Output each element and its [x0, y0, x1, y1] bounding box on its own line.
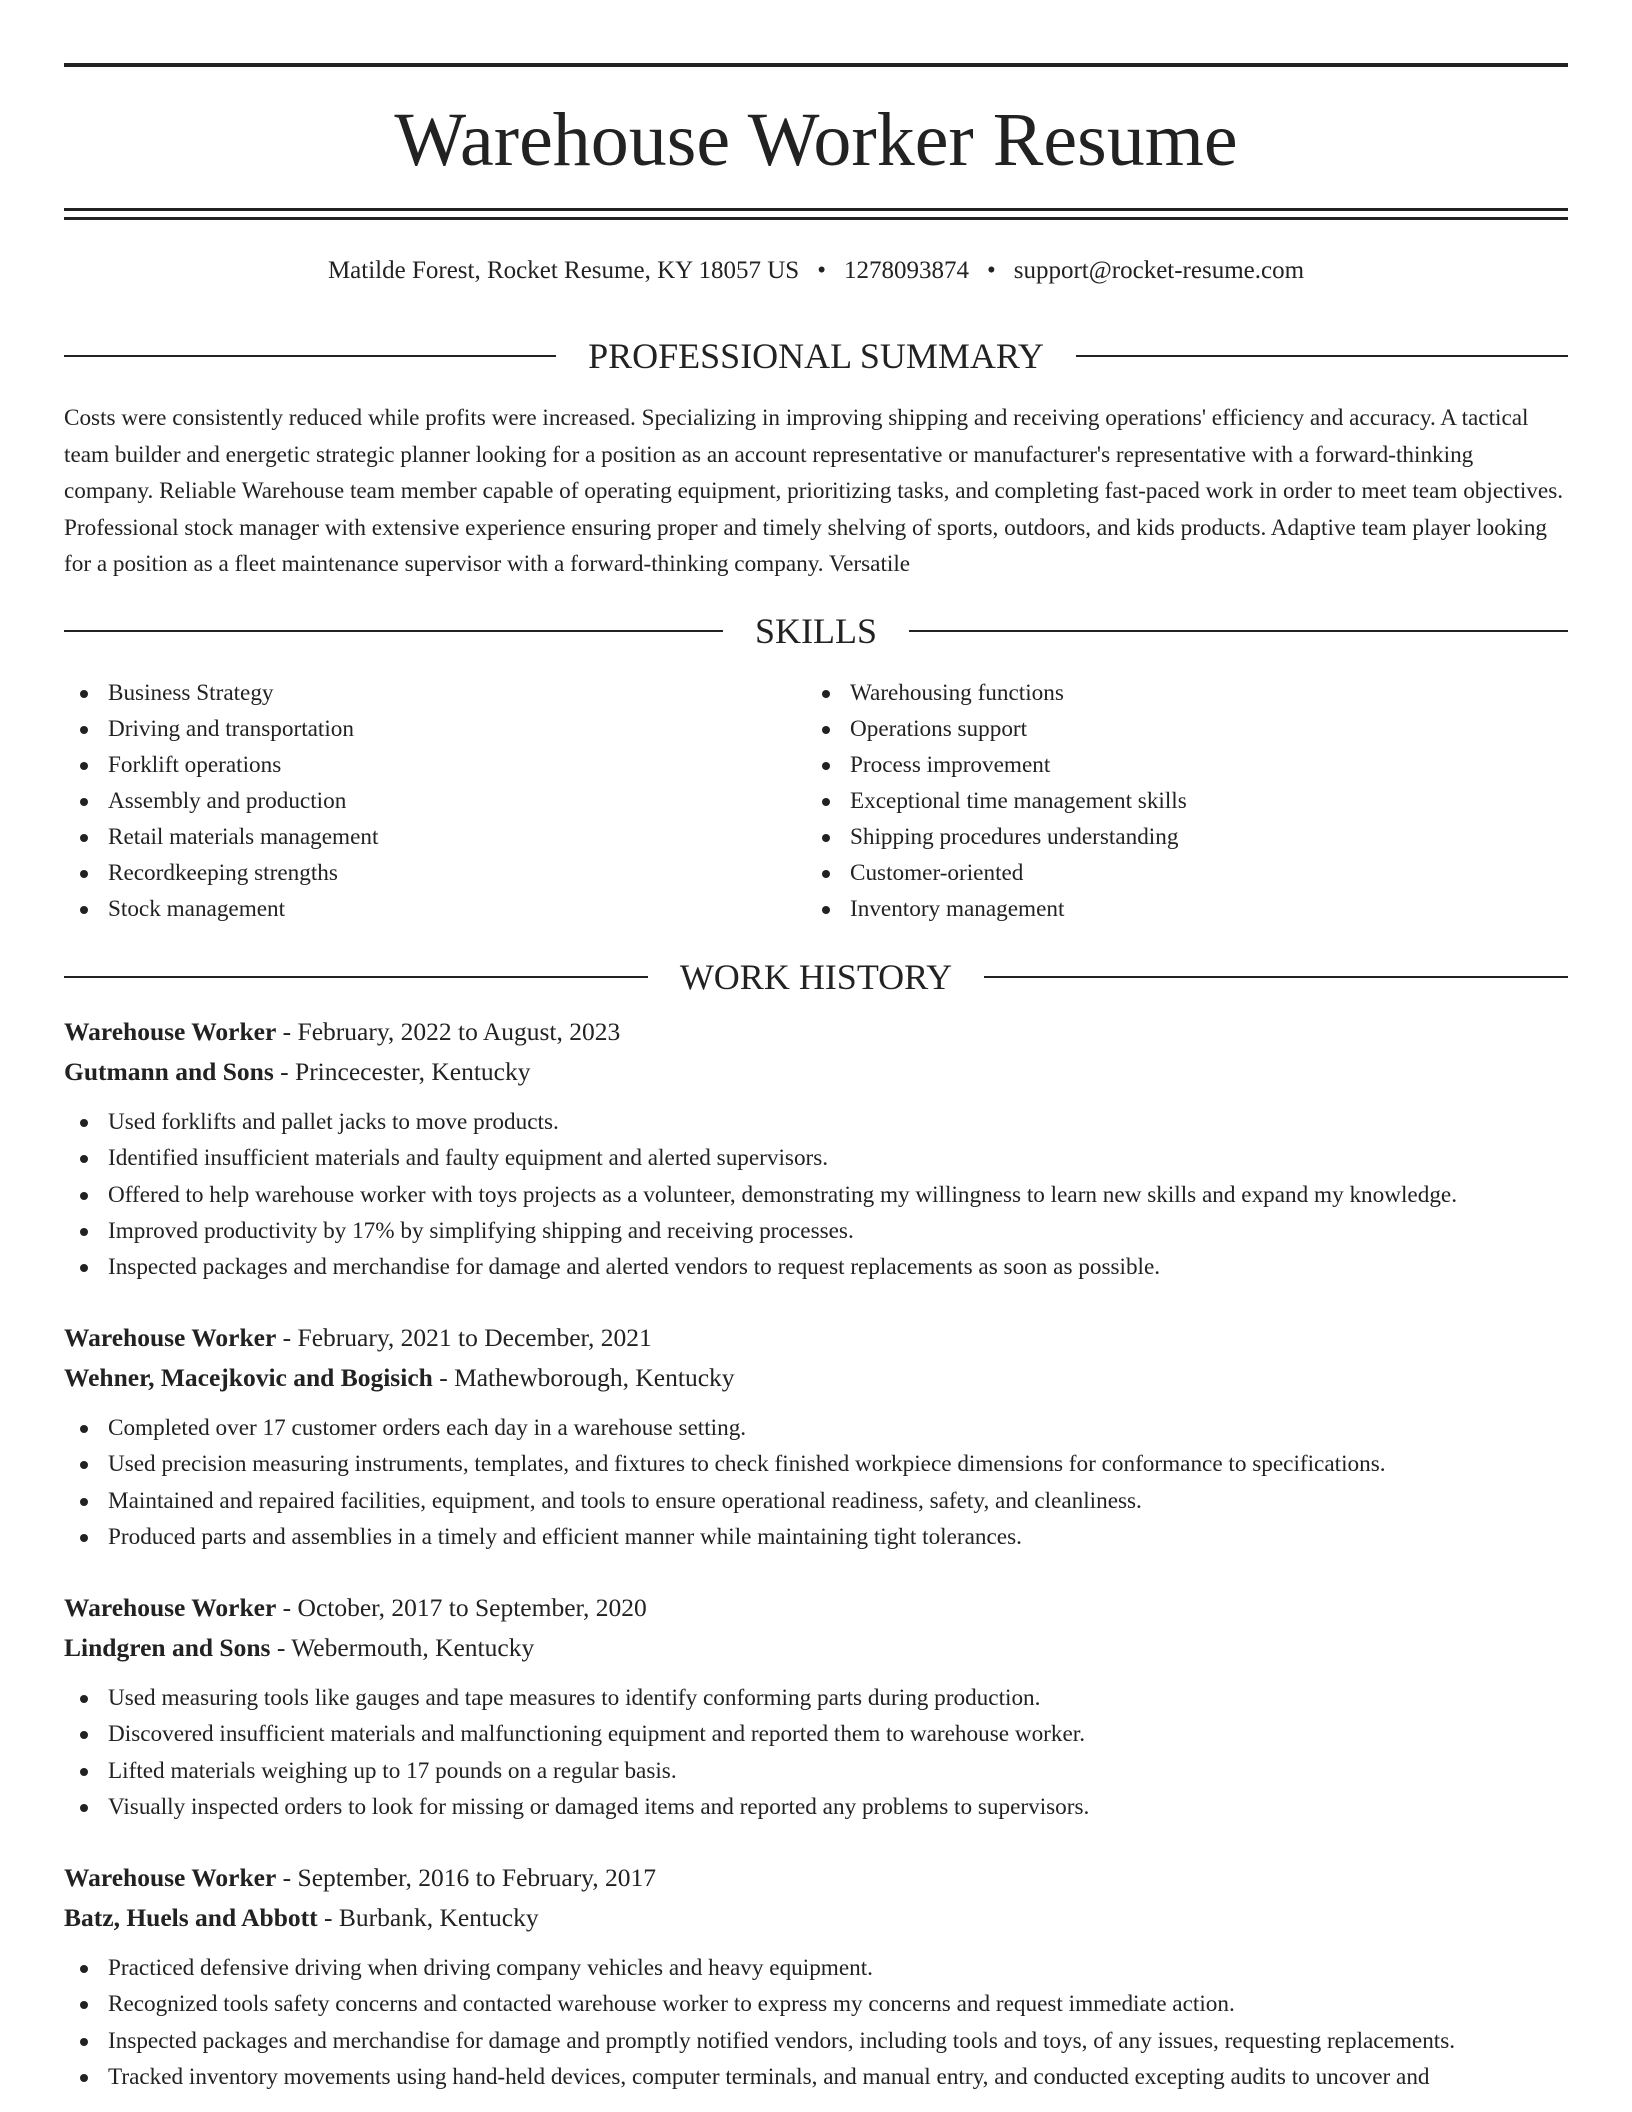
work-history-heading: [64, 955, 1568, 999]
job-entry: [64, 1858, 1568, 2095]
job-bullet-item: Tracked inventory movements using hand-held devices, computer terminals, and manual entry, and conducted excepting audits to uncover and: [64, 2059, 1568, 2095]
job-title: Warehouse Worker: [64, 1593, 277, 1622]
job-title: Warehouse Worker: [64, 1863, 277, 1892]
job-bullets: [64, 1104, 1568, 1285]
contact-separator: •: [986, 257, 996, 284]
contact-phone: 1278093874: [843, 257, 969, 284]
heading-rule-right: [1076, 355, 1568, 357]
job-bullet-item: Maintained and repaired facilities, equipment, and tools to ensure operational readiness, safety, and cleanliness.: [64, 1483, 1568, 1519]
heading-rule-left: [64, 355, 556, 357]
skill-item: Process improvement: [806, 747, 1548, 783]
skills-heading: [64, 609, 1568, 653]
job-location: - Princecester, Kentucky: [273, 1057, 531, 1086]
job-bullet-item: Inspected packages and merchandise for damage and alerted vendors to request replacements as soon as possible.: [64, 1249, 1568, 1285]
job-bullet-item: Used forklifts and pallet jacks to move products.: [64, 1104, 1568, 1140]
job-company: Lindgren and Sons: [64, 1633, 271, 1662]
heading-rule-right: [909, 630, 1568, 632]
resume-title: Warehouse Worker Resume: [394, 98, 1238, 182]
job-company-line: [64, 1898, 1568, 1938]
skill-item: Warehousing functions: [806, 675, 1548, 711]
job-title-line: [64, 1588, 1568, 1628]
job-title: Warehouse Worker: [64, 1323, 277, 1352]
job-title-line: [64, 1012, 1568, 1052]
job-company-line: [64, 1358, 1568, 1398]
job-location: - Webermouth, Kentucky: [270, 1633, 535, 1662]
job-entry: [64, 1588, 1568, 1825]
job-company: Wehner, Macejkovic and Bogisich: [64, 1363, 433, 1392]
skill-item: Retail materials management: [64, 819, 806, 855]
job-bullet-item: Discovered insufficient materials and malfunctioning equipment and reported them to warehouse worker.: [64, 1716, 1568, 1752]
skill-item: Customer-oriented: [806, 855, 1548, 891]
contact-email: support@rocket-resume.com: [1013, 257, 1305, 284]
job-bullets: [64, 1680, 1568, 1825]
job-bullet-item: Inspected packages and merchandise for damage and promptly notified vendors, including tools and toys, of any issues, requesting replacements.: [64, 2023, 1568, 2059]
skill-item: Assembly and production: [64, 783, 806, 819]
skill-item: Shipping procedures understanding: [806, 819, 1548, 855]
job-bullets: [64, 1950, 1568, 2095]
job-title: Warehouse Worker: [64, 1017, 277, 1046]
job-entry: [64, 1012, 1568, 1285]
skill-item: Driving and transportation: [64, 711, 806, 747]
job-bullet-item: Completed over 17 customer orders each day in a warehouse setting.: [64, 1410, 1568, 1446]
job-company-line: [64, 1628, 1568, 1668]
summary-text: Costs were consistently reduced while profits were increased. Specializing in improving shipping and receiving operations' efficiency and accuracy. A tactical team builder and energetic strategic planner looking for a position as an account representative or manufacturer's representative with a forward-thinking company. Reliable Warehouse team member capable of operating equipment, prioritizing tasks, and completing fast-paced work in order to meet team objectives. Professional stock manager with extensive experience ensuring proper and timely shelving of sports, outdoors, and kids products. Adaptive team player looking for a position as a fleet maintenance supervisor with a forward-thinking company. Versatile: [64, 405, 1564, 577]
job-bullet-item: Produced parts and assemblies in a timely and efficient manner while maintaining tight tolerances.: [64, 1519, 1568, 1555]
job-location: - Mathewborough, Kentucky: [432, 1363, 735, 1392]
job-bullet-item: Identified insufficient materials and faulty equipment and alerted supervisors.: [64, 1140, 1568, 1176]
job-bullet-item: Improved productivity by 17% by simplifying shipping and receiving processes.: [64, 1213, 1568, 1249]
heading-rule-left: [64, 630, 723, 632]
skill-item: Inventory management: [806, 891, 1548, 927]
job-bullets: [64, 1410, 1568, 1555]
job-company: Batz, Huels and Abbott: [64, 1903, 318, 1932]
skills-list-left: [64, 675, 806, 927]
job-bullet-item: Used measuring tools like gauges and tape measures to identify conforming parts during production.: [64, 1680, 1568, 1716]
skill-item: Forklift operations: [64, 747, 806, 783]
skill-item: Operations support: [806, 711, 1548, 747]
heading-rule-right: [984, 976, 1568, 978]
skills-heading-label: SKILLS: [755, 611, 878, 651]
top-rule: [64, 63, 1568, 67]
job-bullet-item: Used precision measuring instruments, templates, and fixtures to check finished workpiece dimensions for conformance to specifications.: [64, 1446, 1568, 1482]
job-company: Gutmann and Sons: [64, 1057, 274, 1086]
job-dates: - February, 2021 to December, 2021: [276, 1323, 652, 1352]
summary-heading: [64, 334, 1568, 378]
job-bullet-item: Practiced defensive driving when driving company vehicles and heavy equipment.: [64, 1950, 1568, 1986]
job-dates: - February, 2022 to August, 2023: [276, 1017, 621, 1046]
job-company-line: [64, 1052, 1568, 1092]
job-title-line: [64, 1318, 1568, 1358]
job-bullet-item: Visually inspected orders to look for missing or damaged items and reported any problems to supervisors.: [64, 1789, 1568, 1825]
job-location: - Burbank, Kentucky: [317, 1903, 539, 1932]
skills-list-right: [806, 675, 1548, 927]
skill-item: Business Strategy: [64, 675, 806, 711]
title-double-rule: [64, 208, 1568, 220]
contact-separator: •: [817, 257, 826, 284]
skills-columns: [64, 675, 1568, 927]
job-bullet-item: Offered to help warehouse worker with toys projects as a volunteer, demonstrating my willingness to learn new skills and expand my knowledge.: [64, 1177, 1568, 1213]
contact-line: [64, 253, 1568, 289]
job-bullet-item: Lifted materials weighing up to 17 pounds on a regular basis.: [64, 1753, 1568, 1789]
skill-item: Stock management: [64, 891, 806, 927]
job-entry: [64, 1318, 1568, 1555]
job-bullet-item: Recognized tools safety concerns and contacted warehouse worker to express my concerns and request immediate action.: [64, 1986, 1568, 2022]
job-dates: - October, 2017 to September, 2020: [276, 1593, 647, 1622]
heading-rule-left: [64, 976, 648, 978]
skill-item: Recordkeeping strengths: [64, 855, 806, 891]
summary-heading-label: PROFESSIONAL SUMMARY: [588, 336, 1044, 376]
job-dates: - September, 2016 to February, 2017: [276, 1863, 657, 1892]
work-history-heading-label: WORK HISTORY: [679, 957, 953, 997]
contact-address: Matilde Forest, Rocket Resume, KY 18057 US: [327, 257, 800, 284]
skill-item: Exceptional time management skills: [806, 783, 1548, 819]
job-title-line: [64, 1858, 1568, 1898]
